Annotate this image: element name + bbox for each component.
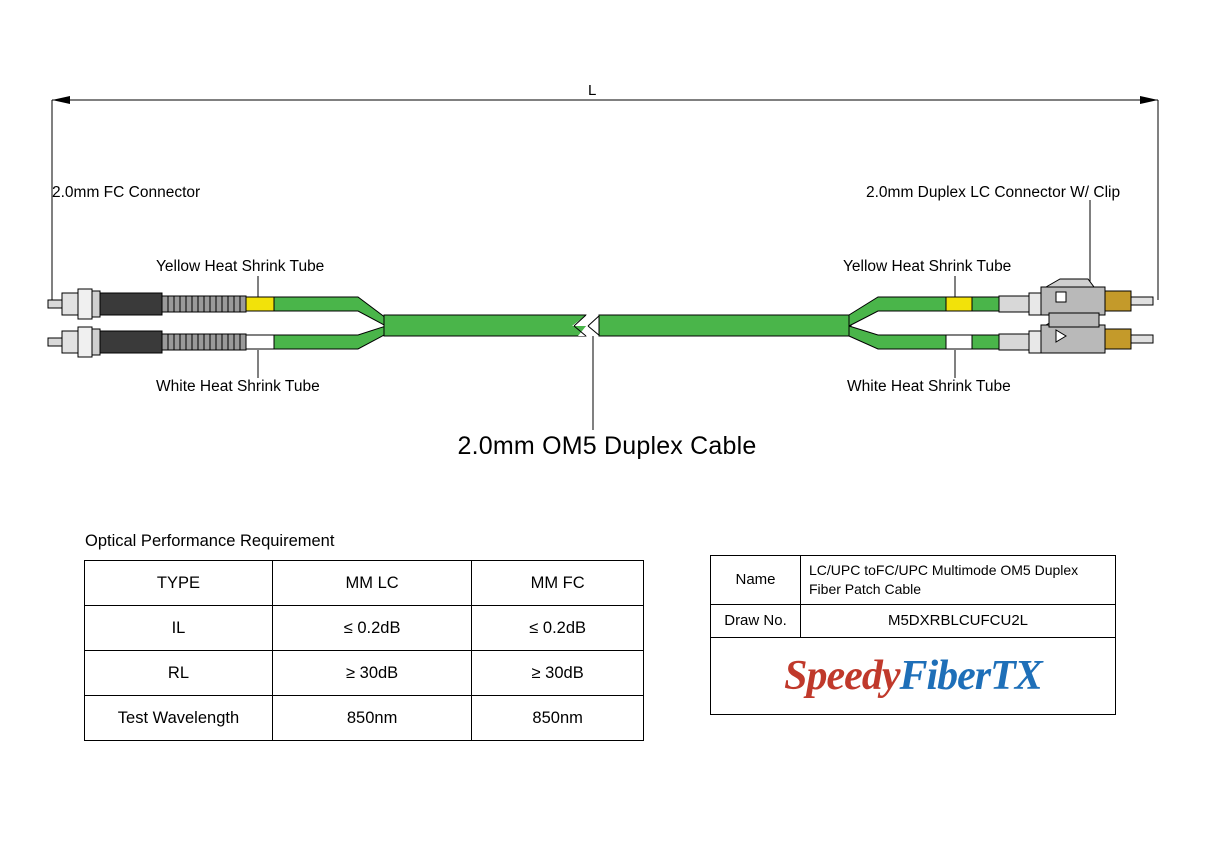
table-row [85,651,644,696]
table-header-row [85,561,644,606]
name-label: Name [711,556,801,604]
dimension-arrow-right [1140,96,1158,104]
title-block-draw-row [711,605,1115,638]
title-block [710,555,1116,715]
cable-body-right [599,315,851,336]
draw-no-value: M5DXRBLCUFCU2L [887,611,1029,629]
row-rl-fc: ≥ 30dB [472,651,644,696]
fc-connector-upper [48,289,246,319]
lc-connector-upper [999,279,1153,315]
row-wavelength-fc: 850nm [472,696,644,741]
label-yellow-tube-right: Yellow Heat Shrink Tube [843,258,1012,275]
draw-no-label: Draw No. [711,605,801,637]
logo-text [784,652,1042,700]
dimension-arrow-left [52,96,70,104]
fc-connector-lower [48,327,246,357]
label-white-tube-right: White Heat Shrink Tube [847,378,1011,395]
label-lc-connector: 2.0mm Duplex LC Connector W/ Clip [866,184,1121,201]
row-rl-lc: ≥ 30dB [272,651,471,696]
name-value: LC/UPC toFC/UPC Multimode OM5 Duplex Fiber Patch Cable [809,562,1079,597]
cable-leg-upper-left [274,297,386,326]
label-yellow-tube-left: Yellow Heat Shrink Tube [156,258,325,275]
row-rl-type: RL [85,651,273,696]
lc-duplex-clip [1049,313,1099,327]
company-logo [711,638,1115,714]
performance-table [84,560,644,741]
logo-text-part1: Speedy [784,652,900,699]
row-il-type: IL [85,606,273,651]
cable-stub-lower-right [972,335,1000,349]
table-row [85,606,644,651]
cable-leg-upper-right [849,297,952,326]
title-block-name-row [711,556,1115,605]
header-type: TYPE [85,561,273,606]
row-wavelength-lc: 850nm [272,696,471,741]
row-il-fc: ≤ 0.2dB [472,606,644,651]
cable-body-left [384,315,586,336]
logo-text-part2: FiberTX [899,652,1042,699]
table-row [85,696,644,741]
header-mm-fc: MM FC [472,561,644,606]
row-il-lc: ≤ 0.2dB [272,606,471,651]
label-fc-connector: 2.0mm FC Connector [52,184,201,201]
yellow-heat-shrink-right [946,297,974,311]
white-heat-shrink-left [246,335,274,349]
yellow-heat-shrink-left [246,297,274,311]
lower-section [0,500,1214,858]
cable-leg-lower-right [849,326,952,349]
label-white-tube-left: White Heat Shrink Tube [156,378,320,395]
cable-title: 2.0mm OM5 Duplex Cable [457,432,757,460]
cable-leg-lower-left [274,326,386,349]
performance-caption: Optical Performance Requirement [85,532,335,550]
cable-stub-upper-right [972,297,1000,311]
white-heat-shrink-right [946,335,974,349]
header-mm-lc: MM LC [272,561,471,606]
dimension-label-L: L [588,82,597,99]
row-wavelength-type: Test Wavelength [85,696,273,741]
